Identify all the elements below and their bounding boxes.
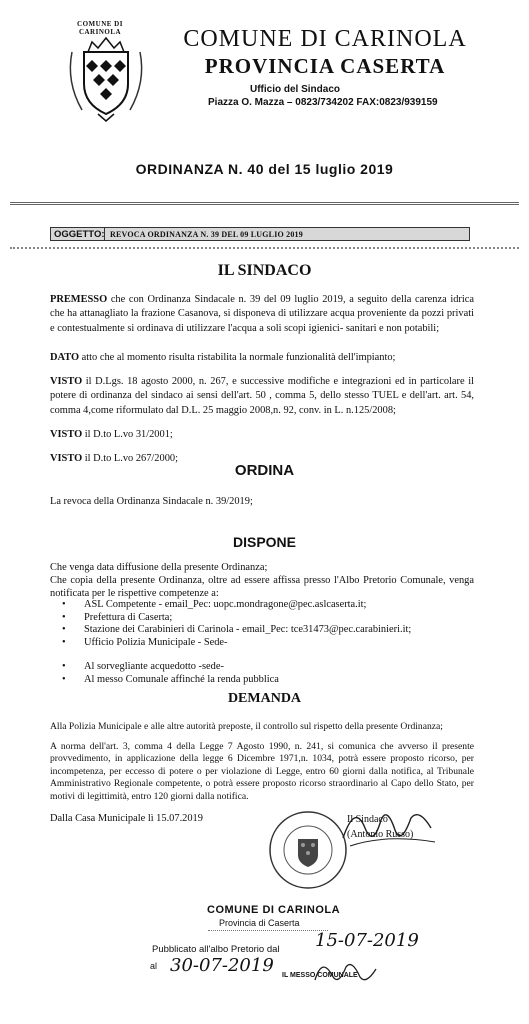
list-item: • Ufficio Polizia Municipale - Sede-	[62, 637, 411, 650]
recipient-list	[62, 599, 411, 649]
handwritten-signature	[335, 798, 445, 858]
list-item: • Stazione dei Carabinieri di Carinola - email_Pec: tce31473@pec.carabinieri.it;	[62, 624, 411, 637]
paragraph-ordina: La revoca della Ordinanza Sindacale n. 39/2019;	[50, 496, 253, 507]
publication-date-from: 15-07-2019	[315, 930, 419, 951]
header-provincia: PROVINCIA CASERTA	[204, 54, 446, 78]
list-item: • Al messo Comunale affinché la renda pubblica	[62, 674, 279, 687]
paragraph-dispone: Che copia della presente Ordinanza, oltre ad essere affissa presso l'Albo Pretorio Comunale, venga notificata per le rispettive competenze a:	[50, 575, 474, 599]
publication-label: Pubblicato all'albo Pretorio dal	[152, 944, 280, 955]
publication-date-to: 30-07-2019	[170, 955, 274, 976]
lead-word: VISTO	[50, 376, 83, 387]
paragraph-text: il D.Lgs. 18 agosto 2000, n. 267, e successive modifiche e integrazioni ed in particolare il potere di ordinanza del sindaco ai sensi dell'art. 50 , comma 5, dello stesso TUEL e dell'art. art. 54, comma 4,come riformulato dal D.L. 25 maggio 2008,n. 92, conv. in L. n.125/2008;	[50, 376, 474, 416]
paragraph-premesso	[50, 293, 474, 336]
paragraph-text: il D.to L.vo 31/2001;	[82, 429, 173, 440]
publication-provincia: Provincia di Caserta	[219, 918, 300, 928]
paragraph-dato	[50, 351, 474, 365]
municipal-crest-logo	[62, 22, 150, 122]
paragraph-dispone: Che venga data diffusione della presente Ordinanza;	[50, 562, 268, 573]
paragraph-demanda: Alla Polizia Municipale e alle altre autorità preposte, il controllo sul rispetto della presente Ordinanza;	[50, 721, 443, 732]
divider	[10, 247, 519, 249]
divider	[10, 202, 519, 205]
divider	[208, 930, 328, 931]
lead-word: DATO	[50, 352, 80, 363]
lead-word: PREMESSO	[50, 294, 108, 305]
paragraph-text: il D.to L.vo 267/2000;	[82, 453, 178, 464]
lead-word: VISTO	[50, 453, 83, 464]
list-item: • ASL Competente - email_Pec: uopc.mondragone@pec.aslcaserta.it;	[62, 599, 411, 612]
oggetto-box	[50, 227, 470, 241]
list-item: • Prefettura di Caserta;	[62, 612, 411, 625]
lead-word: VISTO	[50, 429, 83, 440]
signature-title: Il Sindaco	[347, 814, 388, 825]
paragraph-visto	[50, 428, 474, 442]
crest-text: COMUNE DI CARINOLA	[77, 20, 123, 36]
oggetto-text: REVOCA ORDINANZA N. 39 DEL 09 LUGLIO 2019	[110, 229, 303, 239]
publication-al: al	[150, 961, 158, 971]
header-contacts: Piazza O. Mazza – 0823/734202 FAX:0823/939159	[208, 97, 438, 108]
paragraph-text: che con Ordinanza Sindacale n. 39 del 09 luglio 2019, a seguito della carenza idrica che ha attanagliato la frazione Casanova, si disponeva di utilizzare acqua proveniente da pozzi privati e contestualmente si ordinava di utilizzare l'acqua a soli scopi igienici- sanitari e non potabili;	[50, 294, 474, 334]
paragraph-demanda: A norma dell'art. 3, comma 4 della Legge 7 Agosto 1990, n. 241, si comunica che avverso il presente provvedimento, in applicazione della legge 6 Dicembre 1971,n. 1034, potrà essere proposto ricorso, per incompetenza, per eccesso di potere o per violazione di Legge, entro 60 giorni dalla notifica, al Tribunale Amministrativo Regionale competente, o potrà essere proposto ricorso straordinario al Capo dello Stato, per motivi di legittimità, entro 120 giorni dalla notifica.	[50, 741, 474, 802]
header-comune: COMUNE DI CARINOLA	[183, 26, 467, 52]
signature-name: (Antonio Russo)	[347, 829, 414, 840]
oggetto-label: OGGETTO:	[51, 228, 105, 240]
handwritten-signature	[310, 955, 380, 990]
ordinanza-title: ORDINANZA N. 40 del 15 luglio 2019	[135, 161, 394, 177]
messo-label: IL MESSO COMUNALE	[282, 972, 358, 979]
header-ufficio: Ufficio del Sindaco	[250, 84, 341, 95]
place-date: Dalla Casa Municipale lì 15.07.2019	[50, 813, 203, 824]
paragraph-visto	[50, 375, 474, 418]
section-heading-sindaco: IL SINDACO	[217, 262, 312, 279]
publication-comune: COMUNE DI CARINOLA	[207, 904, 341, 916]
section-heading-dispone: DISPONE	[232, 534, 296, 550]
section-heading-demanda: DEMANDA	[227, 691, 302, 706]
recipient-list	[62, 661, 279, 686]
list-item: • Al sorvegliante acquedotto -sede-	[62, 661, 279, 674]
section-heading-ordina: ORDINA	[234, 462, 295, 479]
paragraph-text: atto che al momento risulta ristabilita la normale funzionalità dell'impianto;	[79, 352, 396, 363]
